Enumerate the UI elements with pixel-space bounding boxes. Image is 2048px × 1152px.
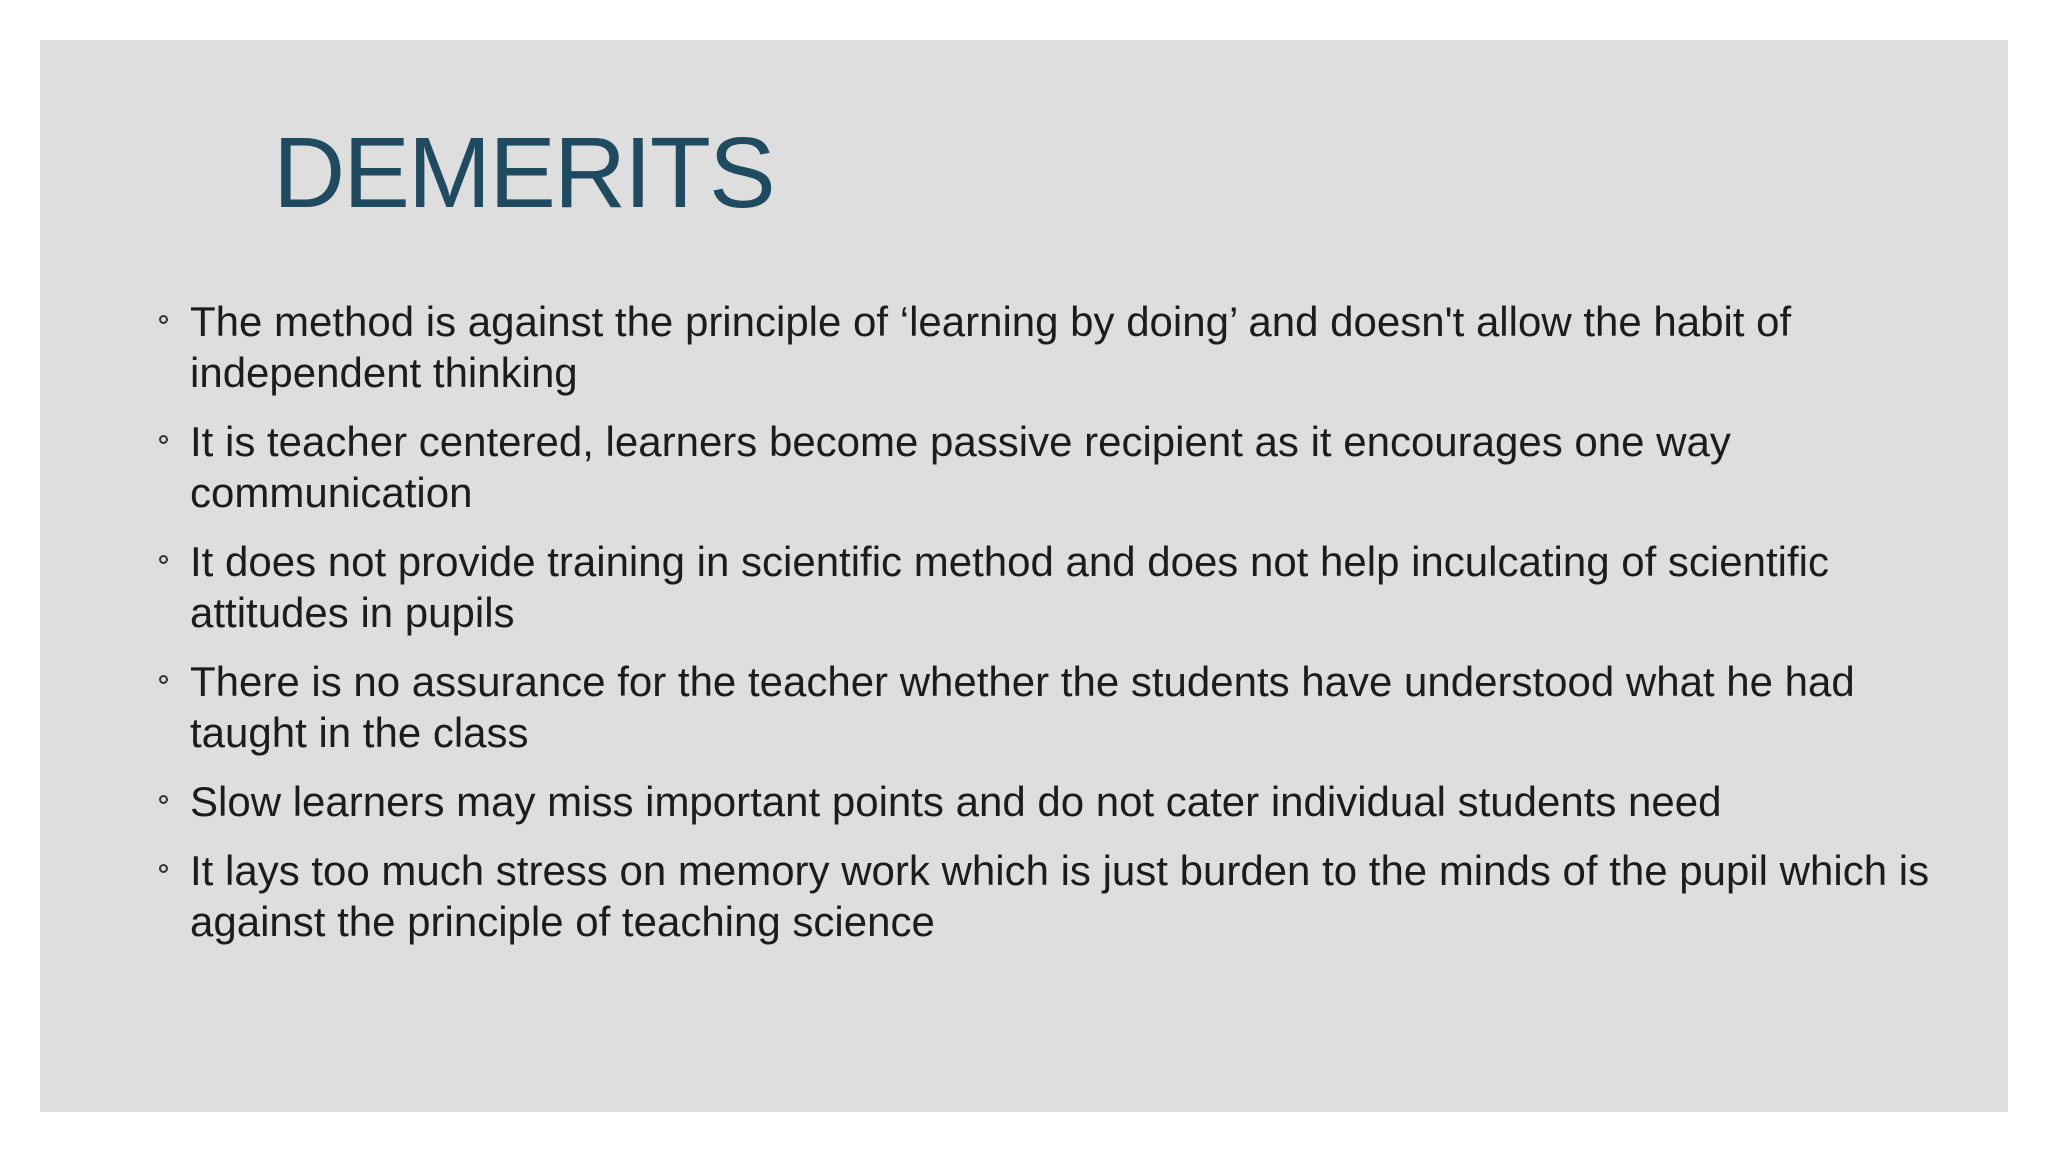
bullet-text: It does not provide training in scientific method and does not help inculcating of scientific attitudes in pupils bbox=[190, 538, 1829, 636]
list-item bbox=[118, 776, 1958, 827]
circle-bullet-icon bbox=[159, 555, 168, 564]
list-item bbox=[118, 656, 1958, 758]
slide-title: DEMERITS bbox=[273, 117, 774, 229]
list-item bbox=[118, 845, 1958, 947]
bullet-text: There is no assurance for the teacher whether the students have understood what he had taught in the class bbox=[190, 658, 1855, 756]
bullet-list bbox=[118, 296, 1958, 965]
list-item bbox=[118, 536, 1958, 638]
bullet-text: It is teacher centered, learners become passive recipient as it encourages one way communication bbox=[190, 418, 1731, 516]
circle-bullet-icon bbox=[159, 435, 168, 444]
slide bbox=[40, 40, 2008, 1112]
circle-bullet-icon bbox=[159, 675, 168, 684]
list-item bbox=[118, 416, 1958, 518]
circle-bullet-icon bbox=[159, 864, 168, 873]
bullet-text: It lays too much stress on memory work which is just burden to the minds of the pupil which is against the principle of teaching science bbox=[190, 847, 1930, 945]
circle-bullet-icon bbox=[159, 315, 168, 324]
bullet-text: The method is against the principle of ‘learning by doing’ and doesn't allow the habit of independent thinking bbox=[190, 298, 1792, 396]
list-item bbox=[118, 296, 1958, 398]
circle-bullet-icon bbox=[159, 795, 168, 804]
bullet-text: Slow learners may miss important points and do not cater individual students need bbox=[190, 778, 1722, 825]
